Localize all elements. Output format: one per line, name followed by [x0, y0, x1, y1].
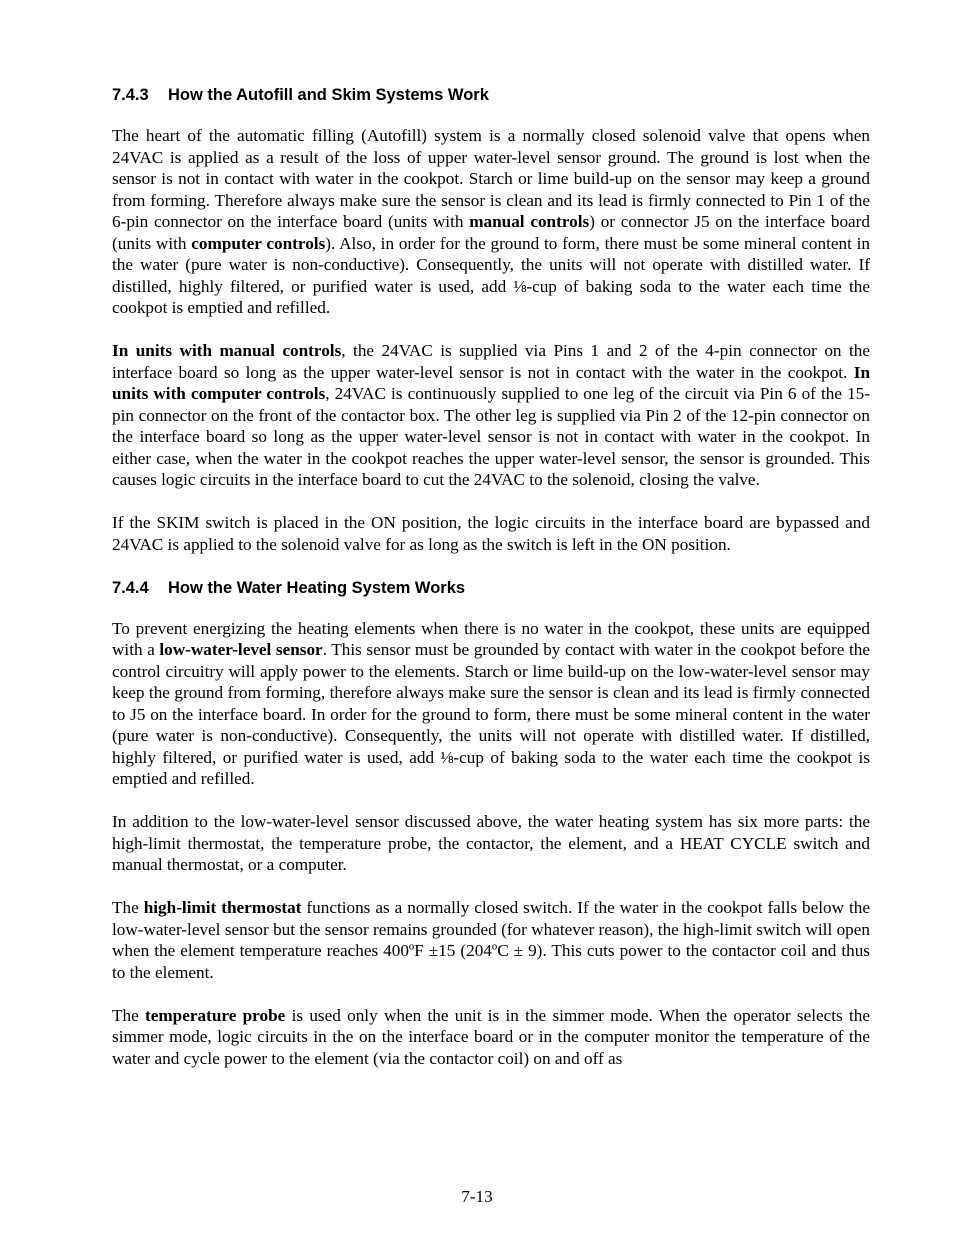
text-run: functions as a normally closed switch. If the water in the cookpot falls below the low-water-level sensor but the sensor remains grounded (for whatever reason), the high-limit switch will open when the element temperature reaches 400ºF ±15 (204ºC ± 9). This cuts power to the contactor coil and thus to the element.	[112, 898, 870, 982]
section-title: How the Autofill and Skim Systems Work	[168, 86, 489, 104]
text-run: , the 24VAC is supplied via Pins 1 and 2 of the 4-pin connector on the interface board so long as the upper water-level sensor is not in contact with the water in the cookpot.	[112, 341, 870, 382]
text-run: . This sensor must be grounded by contact with water in the cookpot before the control circuitry will apply power to the elements. Starch or lime build-up on the low-water-level sensor may keep the ground from forming, therefore always make sure the sensor is clean and its lead is firmly connected to J5 on the interface board. In order for the ground to form, there must be some mineral content in the water (pure water is non-conductive). Consequently, the units will not operate with distilled water. If distilled, highly filtered, or purified water is used, add ⅛-cup of baking soda to the water each time the cookpot is emptied and refilled.	[112, 640, 870, 788]
paragraph	[112, 512, 870, 555]
bold-text-run: temperature probe	[145, 1005, 286, 1025]
bold-text-run: computer controls	[191, 233, 326, 253]
paragraph	[112, 811, 870, 876]
text-run: The	[112, 1005, 146, 1025]
bold-text-run: manual controls	[469, 212, 590, 231]
bold-text-run: In units with computer controls	[112, 362, 870, 403]
text-run: To prevent energizing the heating elements when there is no water in the cookpot, these units are equipped with a	[112, 618, 870, 659]
section-heading-water-heating	[112, 577, 870, 599]
paragraph	[112, 618, 870, 790]
bold-text-run: high-limit thermostat	[143, 898, 302, 917]
text-run: ). Also, in order for the ground to form, there must be some mineral content in the water (pure water is non-conductive). Consequently, the units will not operate with distilled water. If distilled, highly filtered, or purified water is used, add ⅛-cup of baking soda to the water each time the cookpot is emptied and refilled.	[112, 233, 870, 317]
paragraph	[112, 340, 870, 491]
paragraph	[112, 1005, 870, 1070]
text-run: ) or connector J5 on the interface board (units with	[112, 212, 870, 253]
document-body	[112, 84, 870, 1091]
section-number: 7.4.4	[112, 578, 149, 597]
section-number: 7.4.3	[112, 86, 149, 104]
paragraph	[112, 897, 870, 983]
text-run: is used only when the unit is in the simmer mode. When the operator selects the simmer mode, logic circuits in the on the interface board or in the computer monitor the temperature of the water and cycle power to the element (via the contactor coil) on and off as	[112, 1005, 871, 1068]
page-number: 7-13	[461, 1187, 493, 1206]
text-run: , 24VAC is continuously supplied to one leg of the circuit via Pin 6 of the 15-pin connector on the front of the contactor box. The other leg is supplied via Pin 2 of the 12-pin connector on the interface board so long as the upper water-level sensor is not in contact with water in the cookpot. In either case, when the water in the cookpot reaches the upper water-level sensor, the sensor is grounded. This causes logic circuits in the interface board to cut the 24VAC to the solenoid, closing the valve.	[112, 384, 870, 489]
text-run: The heart of the automatic filling (Autofill) system is a normally closed solenoid valve that opens when 24VAC is applied as a result of the loss of upper water-level sensor ground. The ground is lost when the sensor is not in contact with water in the cookpot. Starch or lime build-up on the sensor may keep a ground from forming. Therefore always make sure the sensor is clean and its lead is firmly connected to Pin 1 of the 6-pin connector on the interface board (units with	[112, 126, 870, 231]
section-heading-autofill	[112, 84, 870, 106]
section-title: How the Water Heating System Works	[168, 578, 466, 597]
text-run: In addition to the low-water-level sensor discussed above, the water heating system has six more parts: the high-limit thermostat, the temperature probe, the contactor, the element, and a HEAT CYCLE switch and manual thermostat, or a computer.	[112, 812, 870, 874]
text-run: If the SKIM switch is placed in the ON position, the logic circuits in the interface board are bypassed and 24VAC is applied to the solenoid valve for as long as the switch is left in the ON position.	[112, 513, 870, 554]
bold-text-run: low-water-level sensor	[159, 640, 323, 659]
bold-text-run: In units with manual controls	[112, 341, 342, 360]
text-run: The	[112, 898, 144, 917]
paragraph	[112, 125, 870, 319]
